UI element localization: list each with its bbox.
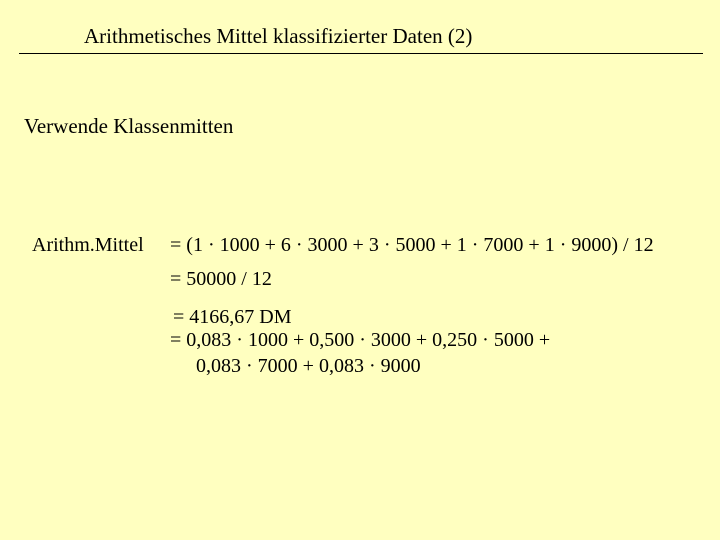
formula-label: Arithm.Mittel: [32, 234, 144, 256]
formula-line-4: = 0,083 · 1000 + 0,500 · 3000 + 0,250 · 5000 +: [170, 329, 551, 351]
section-heading: Verwende Klassenmitten: [24, 114, 234, 138]
formula-line-3: = 4166,67 DM: [173, 306, 292, 328]
formula-line-5: 0,083 · 7000 + 0,083 · 9000: [196, 355, 421, 377]
slide-title: Arithmetisches Mittel klassifizierter Daten (2): [84, 24, 473, 48]
formula-line-1: = (1 · 1000 + 6 · 3000 + 3 · 5000 + 1 · 7000 + 1 · 9000) / 12: [170, 234, 654, 256]
title-divider: [19, 53, 703, 54]
formula-line-2: = 50000 / 12: [170, 268, 272, 290]
